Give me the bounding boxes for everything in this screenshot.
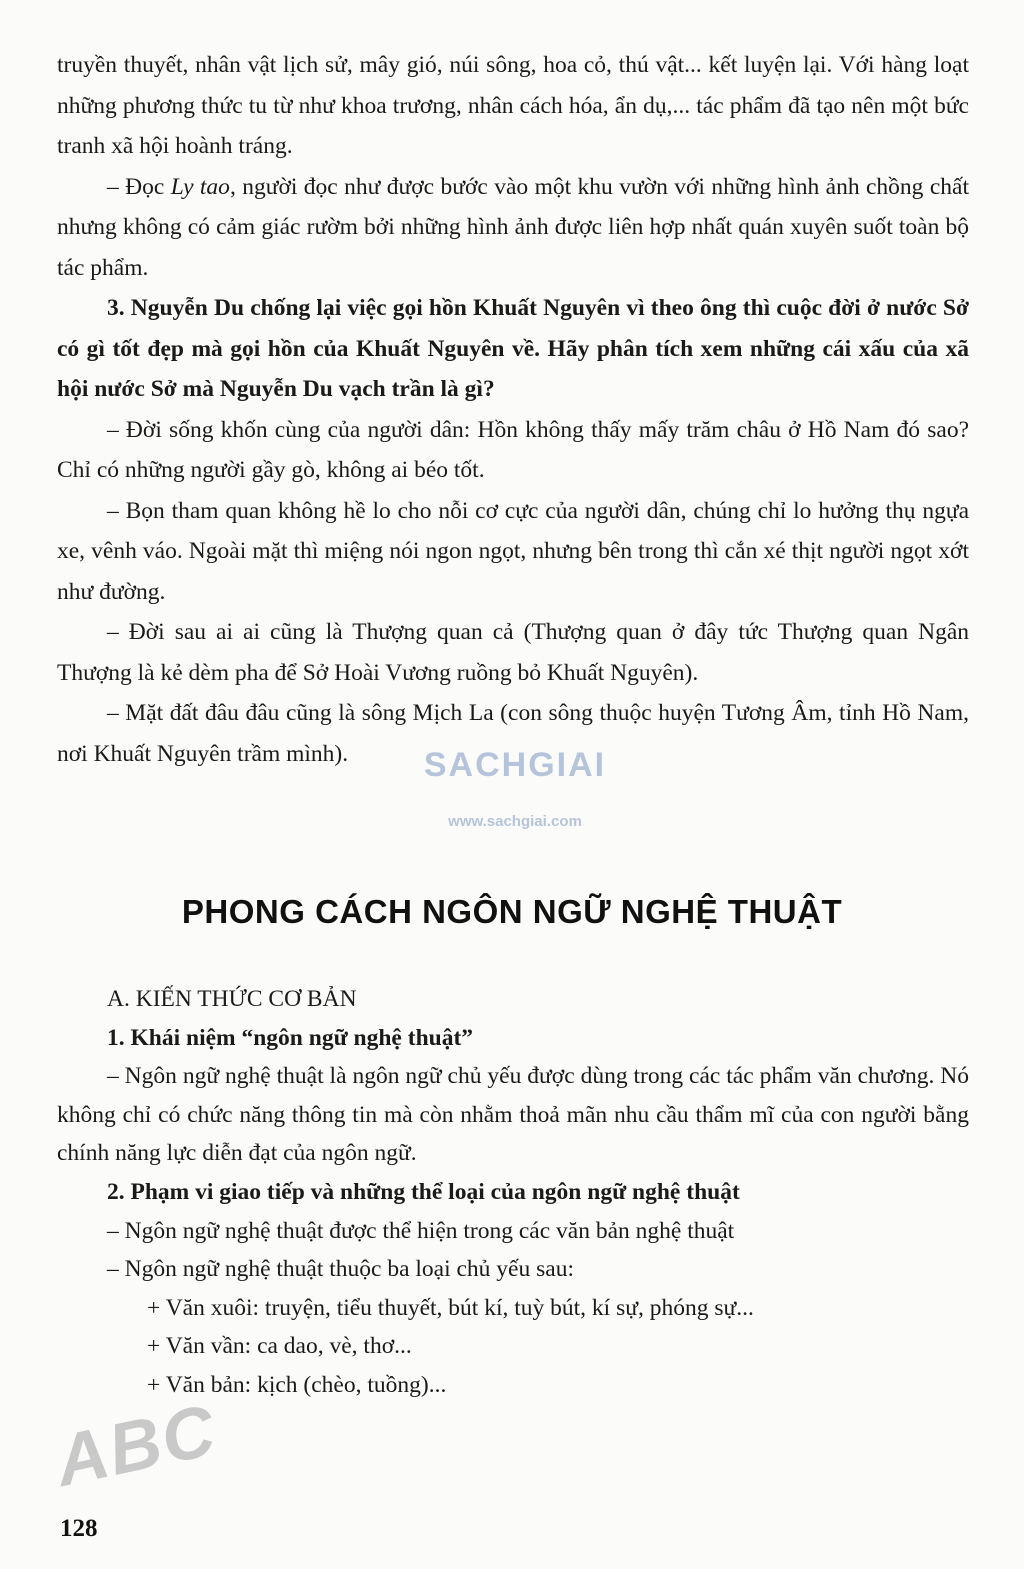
corner-logo: ABC bbox=[48, 1390, 224, 1502]
watermark-logo: SACHGIAI bbox=[423, 746, 607, 784]
answer-item-3: – Đời sau ai ai cũng là Thượng quan cả (Thượng quan ở đây tức Thượng quan Ngân Thượng là kẻ dèm pha để Sở Hoài Vương ruồng bỏ Khuất Nguyên). bbox=[57, 619, 969, 686]
page-number: 128 bbox=[60, 1515, 98, 1542]
paragraph-ly-tao: – Đọc Ly tao, người đọc như được bước vào một khu vườn với những hình ảnh chồng chất nhưng không có cảm giác rườm bởi những hình ảnh được liên hợp nhất quán xuyên suốt toàn bộ tác phẩm. bbox=[57, 173, 969, 281]
sub-list-item: + Văn xuôi: truyện, tiểu thuyết, bút kí, tuỳ bút, kí sự, phóng sự... bbox=[147, 1294, 754, 1321]
list-item: – Ngôn ngữ nghệ thuật được thể hiện trong các văn bản nghệ thuật bbox=[107, 1217, 735, 1244]
answer-item-1: – Đời sống khốn cùng của người dân: Hồn không thấy mấy trăm châu ở Hồ Nam đó sao? Chỉ có những người gầy gò, không ai béo tốt. bbox=[57, 416, 969, 483]
sub-list-item: + Văn vần: ca dao, vè, thơ... bbox=[147, 1333, 412, 1360]
question-3: 3. Nguyễn Du chống lại việc gọi hồn Khuất Nguyên vì theo ông thì cuộc đời ở nước Sở có gì tốt đẹp mà gọi hồn của Khuất Nguyên về. Hãy phân tích xem những cái xấu của xã hội nước Sở mà Nguyễn Du vạch trần là gì? bbox=[57, 295, 969, 402]
work-title-ly-tao: Ly tao bbox=[170, 173, 230, 200]
paragraph-definition: – Ngôn ngữ nghệ thuật là ngôn ngữ chủ yếu được dùng trong các tác phẩm văn chương. Nó không chỉ có chức năng thông tin mà còn nhằm thoả mãn nhu cầu thẩm mĩ của con người bằng chính năng lực diễn đạt của ngôn ngữ. bbox=[57, 1063, 969, 1167]
answer-item-4: – Mặt đất đâu đâu cũng là sông Mịch La (con sông thuộc huyện Tương Âm, tỉnh Hồ Nam, nơi Khuất Nguyên trầm mình). bbox=[57, 700, 969, 767]
sub-list-item: + Văn bản: kịch (chèo, tuồng)... bbox=[147, 1371, 447, 1398]
heading-1: 1. Khái niệm “ngôn ngữ nghệ thuật” bbox=[107, 1024, 474, 1051]
answer-item-2: – Bọn tham quan không hề lo cho nỗi cơ cực của người dân, chúng chỉ lo hưởng thụ ngựa xe, vênh váo. Ngoài mặt thì miệng nói ngon ngọt, nhưng bên trong thì cắn xé thịt người ngọt xớt như đường. bbox=[57, 497, 969, 605]
list-item: – Ngôn ngữ nghệ thuật thuộc ba loại chủ yếu sau: bbox=[107, 1256, 574, 1283]
paragraph-continuation: truyền thuyết, nhân vật lịch sử, mây gió, núi sông, hoa cỏ, thú vật... kết luyện lại. Với hàng loạt những phương thức tu từ như khoa trương, nhân cách hóa, ẩn dụ,... tác phẩm đã tạo nên một bức tranh xã hội hoành tráng. bbox=[57, 52, 969, 159]
section-title: PHONG CÁCH NGÔN NGỮ NGHỆ THUẬT bbox=[181, 893, 843, 930]
watermark bbox=[410, 745, 620, 830]
heading-2: 2. Phạm vi giao tiếp và những thể loại của ngôn ngữ nghệ thuật bbox=[107, 1178, 740, 1205]
watermark-url: www.sachgiai.com bbox=[448, 813, 582, 830]
upper-text bbox=[57, 45, 969, 774]
heading-a: A. KIẾN THỨC CƠ BẢN bbox=[107, 986, 357, 1012]
lower-text bbox=[57, 980, 969, 1405]
